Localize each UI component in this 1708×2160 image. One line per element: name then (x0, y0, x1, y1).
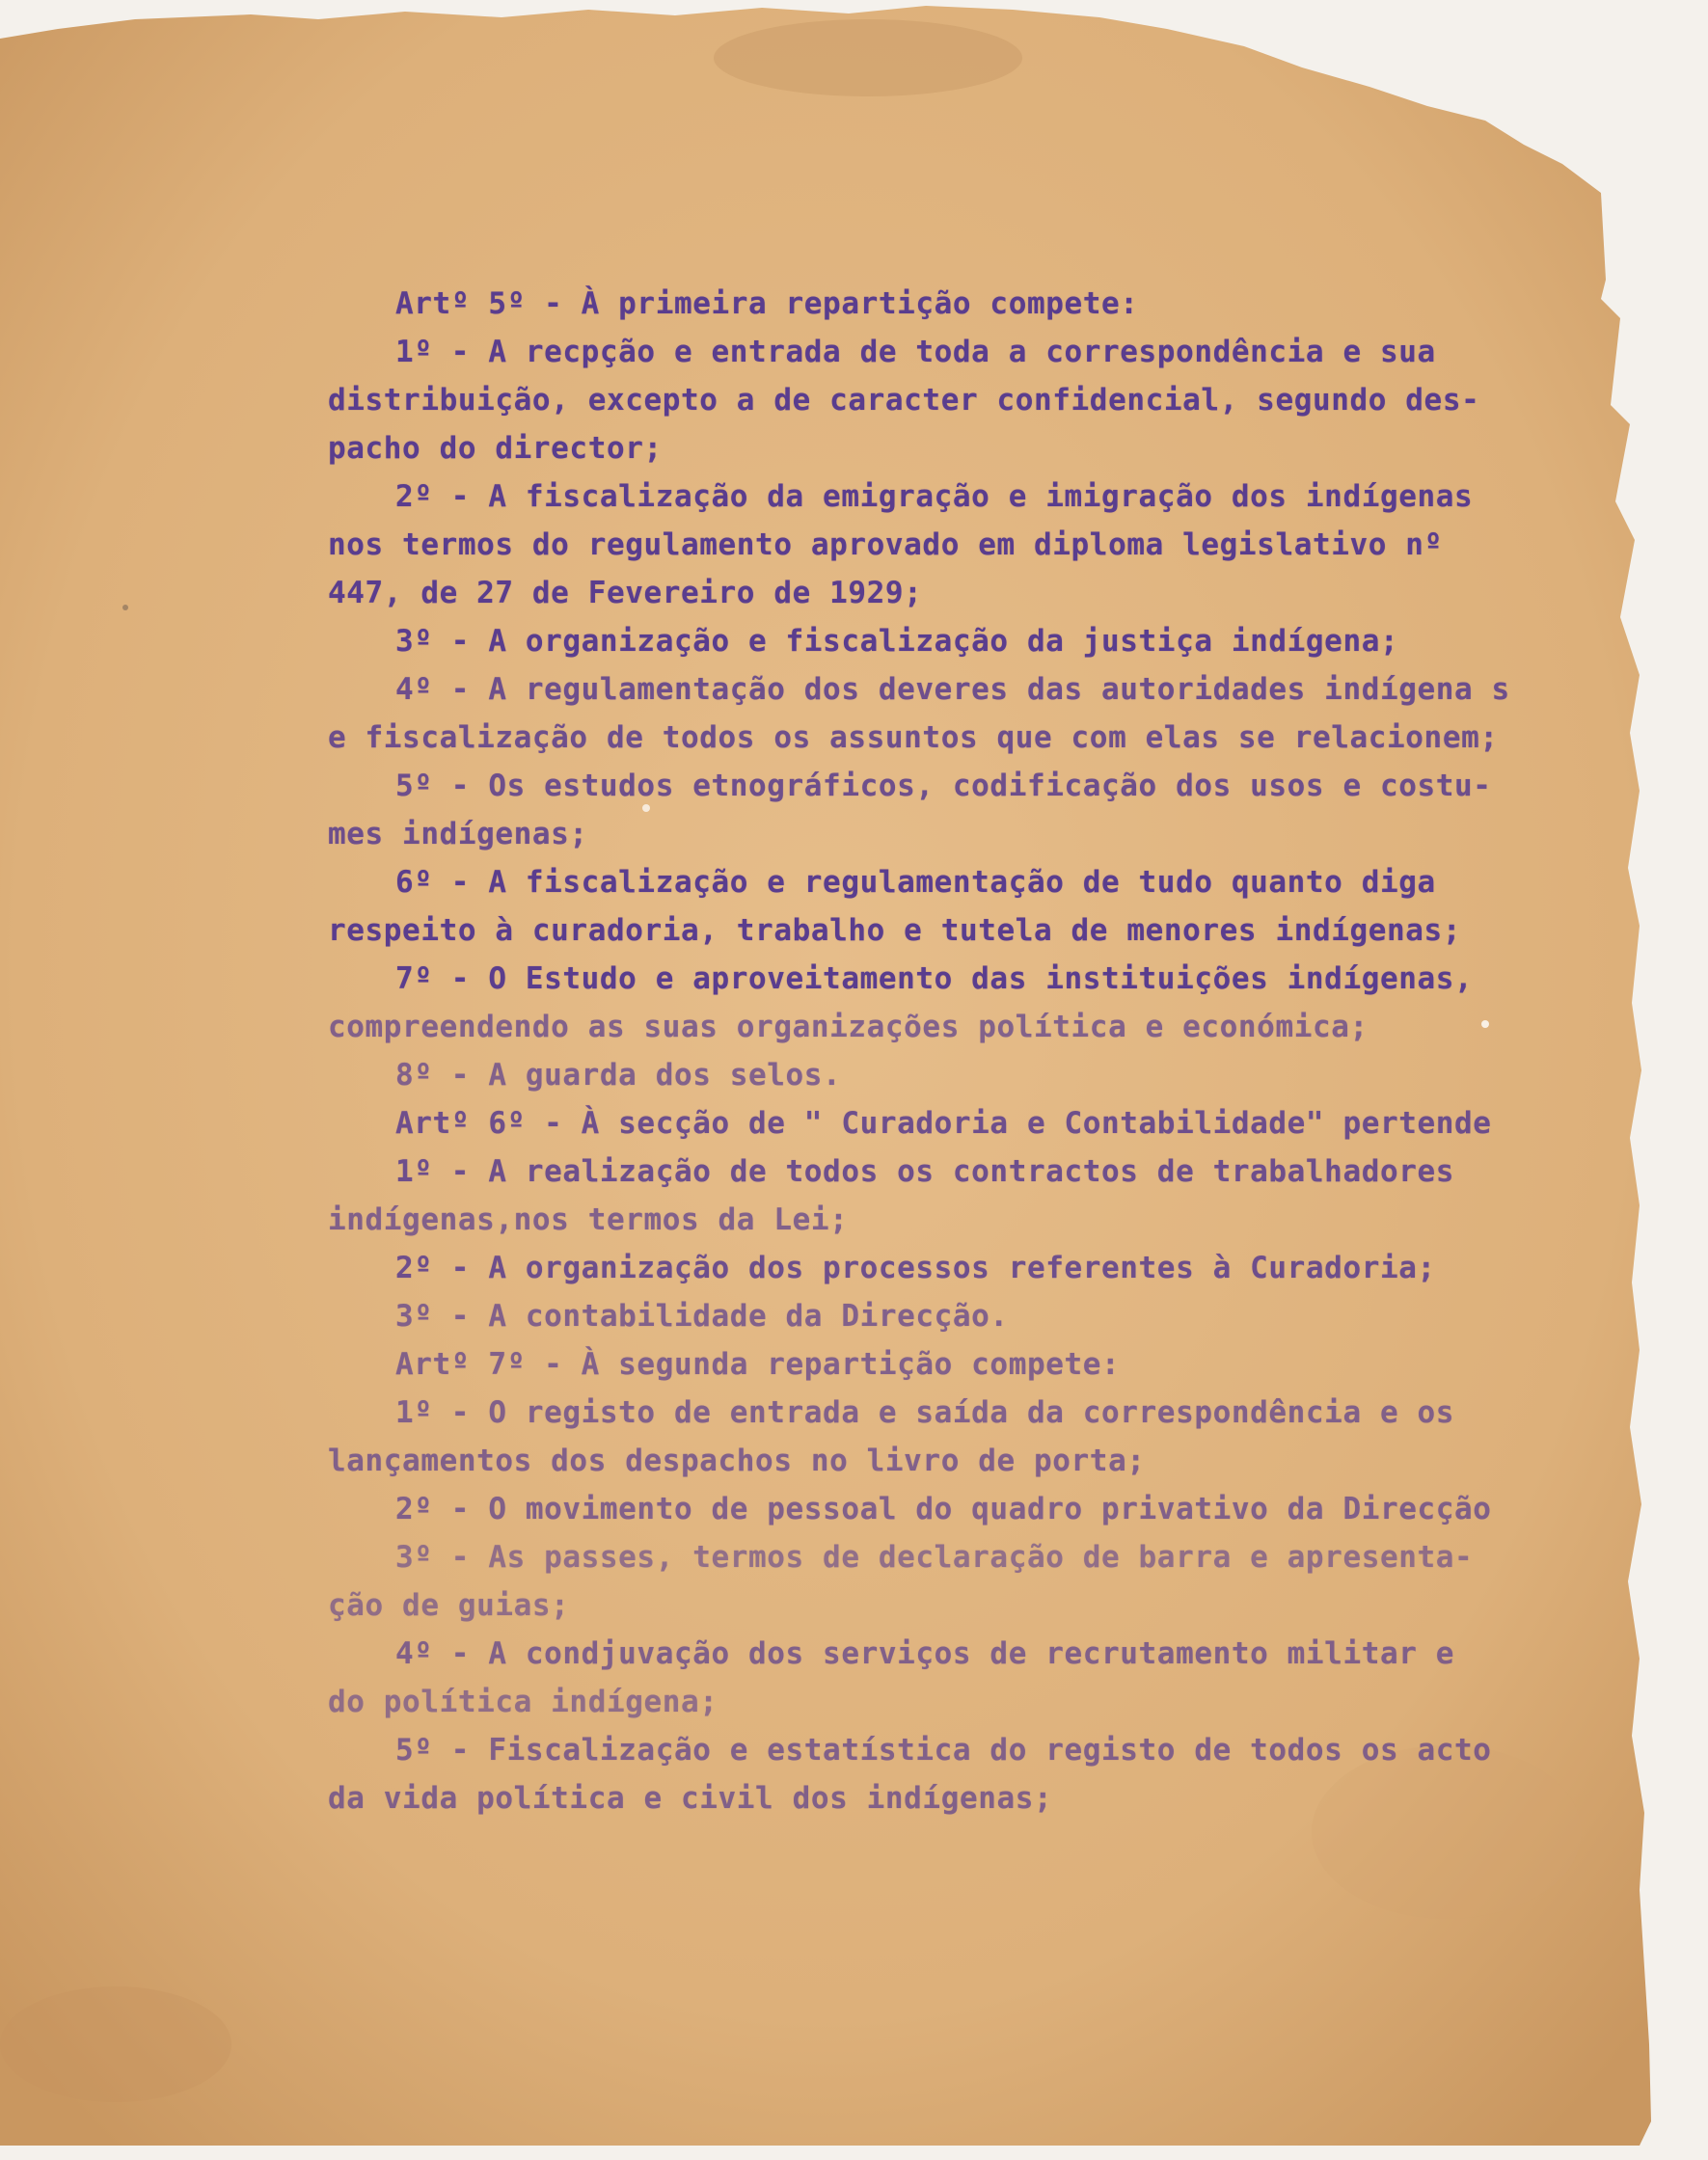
article-7-item-1-end: lançamentos dos despachos no livro de porta; (328, 1444, 1146, 1478)
article-5-item-2: 2º - A fiscalização da emigração e imigração dos indígenas (395, 479, 1474, 514)
article-7-item-3: 3º - As passes, termos de declaração de barra e apresenta- (395, 1540, 1474, 1575)
article-7-item-3-end: ção de guias; (328, 1588, 570, 1623)
article-5-item-4: 4º - A regulamentação dos deveres das autoridades indígena s (395, 672, 1510, 707)
article-5-item-6: 6º - A fiscalização e regulamentação de tudo quanto diga (395, 865, 1436, 900)
article-6-heading: Artº 6º - À secção de " Curadoria e Contabilidade" pertende (395, 1106, 1492, 1141)
article-5-item-7-end: compreendendo as suas organizações política e económica; (328, 1010, 1369, 1044)
article-5-item-6-end: respeito à curadoria, trabalho e tutela de menores indígenas; (328, 913, 1462, 948)
article-5-item-1-end: pacho do director; (328, 431, 663, 466)
article-6-item-1: 1º - A realização de todos os contractos de trabalhadores (395, 1154, 1455, 1189)
article-6-item-2: 2º - A organização dos processos referentes à Curadoria; (395, 1251, 1436, 1285)
article-6-item-1-end: indígenas,nos termos da Lei; (328, 1202, 849, 1237)
article-5-item-8: 8º - A guarda dos selos. (395, 1058, 842, 1093)
article-5-item-1: 1º - A recpção e entrada de toda a correspondência e sua (395, 335, 1436, 369)
article-7-item-5-end: da vida política e civil dos indígenas; (328, 1781, 1053, 1816)
article-7-item-5: 5º - Fiscalização e estatística do registo de todos os acto (395, 1733, 1492, 1768)
article-7-heading: Artº 7º - À segunda repartição compete: (395, 1347, 1121, 1382)
article-5-item-5: 5º - Os estudos etnográficos, codificação dos usos e costu- (395, 769, 1492, 803)
article-5-item-5-end: mes indígenas; (328, 817, 588, 851)
article-5-heading: Artº 5º - À primeira repartição compete: (395, 286, 1139, 321)
article-5-item-3: 3º - A organização e fiscalização da justiça indígena; (395, 624, 1399, 659)
typewritten-text (328, 280, 1572, 1822)
article-7-item-4: 4º - A condjuvação dos serviços de recrutamento militar e (395, 1636, 1455, 1671)
article-7-item-2: 2º - O movimento de pessoal do quadro privativo da Direcção (395, 1492, 1492, 1526)
article-5-item-1-cont: distribuição, excepto a de caracter confidencial, segundo des- (328, 383, 1480, 418)
article-7-item-1: 1º - O registo de entrada e saída da correspondência e os (395, 1395, 1455, 1430)
article-5-item-7: 7º - O Estudo e aproveitamento das instituições indígenas, (395, 961, 1474, 996)
article-5-item-2-end: 447, de 27 de Fevereiro de 1929; (328, 576, 923, 610)
article-5-item-4-end: e fiscalização de todos os assuntos que com elas se relacionem; (328, 720, 1499, 755)
article-7-item-4-end: do política indígena; (328, 1685, 718, 1719)
article-6-item-3: 3º - A contabilidade da Direcção. (395, 1299, 1009, 1334)
article-5-item-2-cont: nos termos do regulamento aprovado em diploma legislativo nº (328, 527, 1443, 562)
